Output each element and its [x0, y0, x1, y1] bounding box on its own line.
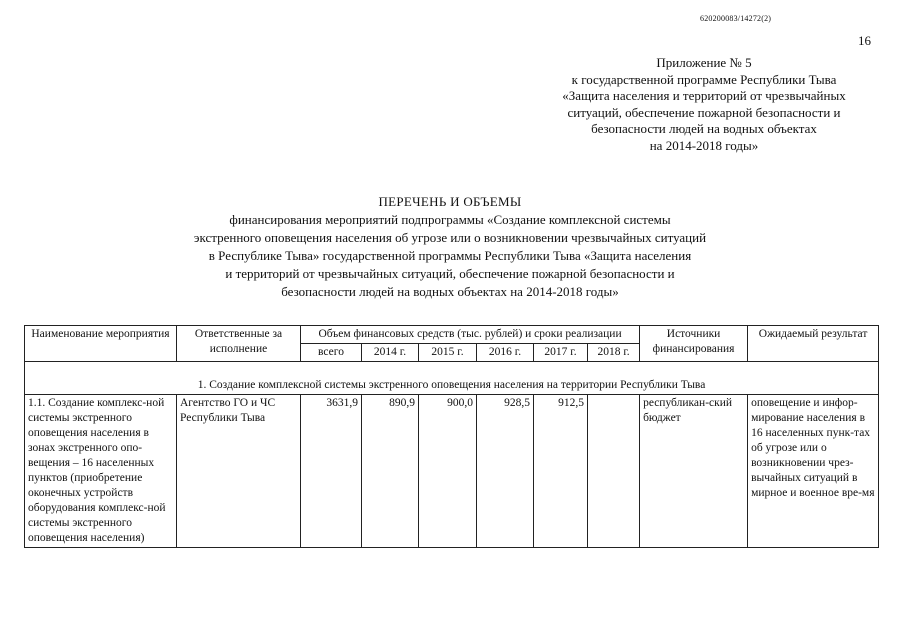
table-section-row: [25, 362, 879, 395]
title-line: безопасности людей на водных объектах на 2014-2018 годы»: [281, 284, 619, 299]
cell-2016: 928,5: [477, 395, 534, 548]
appendix-block: [530, 55, 878, 154]
header-name: Наименование мероприятия: [25, 326, 177, 362]
title-line: в Республике Тыва» государственной программы Республики Тыва «Защита населения: [208, 248, 692, 263]
cell-2015: 900,0: [419, 395, 477, 548]
appendix-line: «Защита населения и территорий от чрезвычайных: [562, 88, 846, 103]
title-heading: ПЕРЕЧЕНЬ И ОБЪЕМЫ: [378, 194, 522, 209]
subheader-2017: 2017 г.: [534, 344, 588, 362]
title-line: экстренного оповещения населения об угрозе или о возникновении чрезвычайных ситуаций: [193, 230, 707, 245]
title-line: финансирования мероприятий подпрограммы «Создание комплексной системы: [229, 212, 671, 227]
header-sources: Источники финансирования: [640, 326, 748, 362]
appendix-line: Приложение № 5: [656, 55, 752, 70]
subheader-total: всего: [301, 344, 362, 362]
cell-total: 3631,9: [301, 395, 362, 548]
cell-source: республикан-ский бюджет: [640, 395, 748, 548]
cell-name: 1.1. Создание комплекс-ной системы экстренного оповещения населения в зонах экстренного опо-вещения – 16 населенных пунктов (приобретение оконечных устройств оборудования комплекс-ной системы экстренного оповещения населения): [25, 395, 177, 548]
document-id: 620200083/14272(2): [700, 14, 772, 23]
cell-result: оповещение и инфор-мирование населения в 16 населенных пунк-тах об угрозе или о возникновении чрез-вычайных ситуаций в мирное и военное вре-мя: [748, 395, 879, 548]
title-line: и территорий от чрезвычайных ситуаций, обеспечение пожарной безопасности и: [225, 266, 675, 281]
header-result: Ожидаемый результат: [748, 326, 879, 362]
appendix-line: безопасности людей на водных объектах: [591, 121, 817, 136]
appendix-line: к государственной программе Республики Тыва: [571, 71, 837, 87]
appendix-line: ситуаций, обеспечение пожарной безопасности и: [567, 104, 841, 120]
cell-2014: 890,9: [362, 395, 419, 548]
table-header-row: [25, 326, 879, 344]
appendix-line: на 2014-2018 годы»: [649, 137, 759, 153]
subheader-2014: 2014 г.: [362, 344, 419, 362]
cell-2017: 912,5: [534, 395, 588, 548]
header-volume: Объем финансовых средств (тыс. рублей) и сроки реализации: [301, 326, 640, 344]
cell-2018: [588, 395, 640, 548]
document-title: [100, 193, 800, 301]
page-number: 16: [858, 33, 871, 48]
header-responsible: Ответственные за исполнение: [177, 326, 301, 362]
financing-table: [24, 325, 879, 548]
cell-responsible: Агентство ГО и ЧС Республики Тыва: [177, 395, 301, 548]
section-heading: 1. Создание комплексной системы экстренного оповещения населения на территории Республики Тыва: [25, 362, 879, 395]
subheader-2018: 2018 г.: [588, 344, 640, 362]
table-row: [25, 395, 879, 548]
subheader-2016: 2016 г.: [477, 344, 534, 362]
subheader-2015: 2015 г.: [419, 344, 477, 362]
